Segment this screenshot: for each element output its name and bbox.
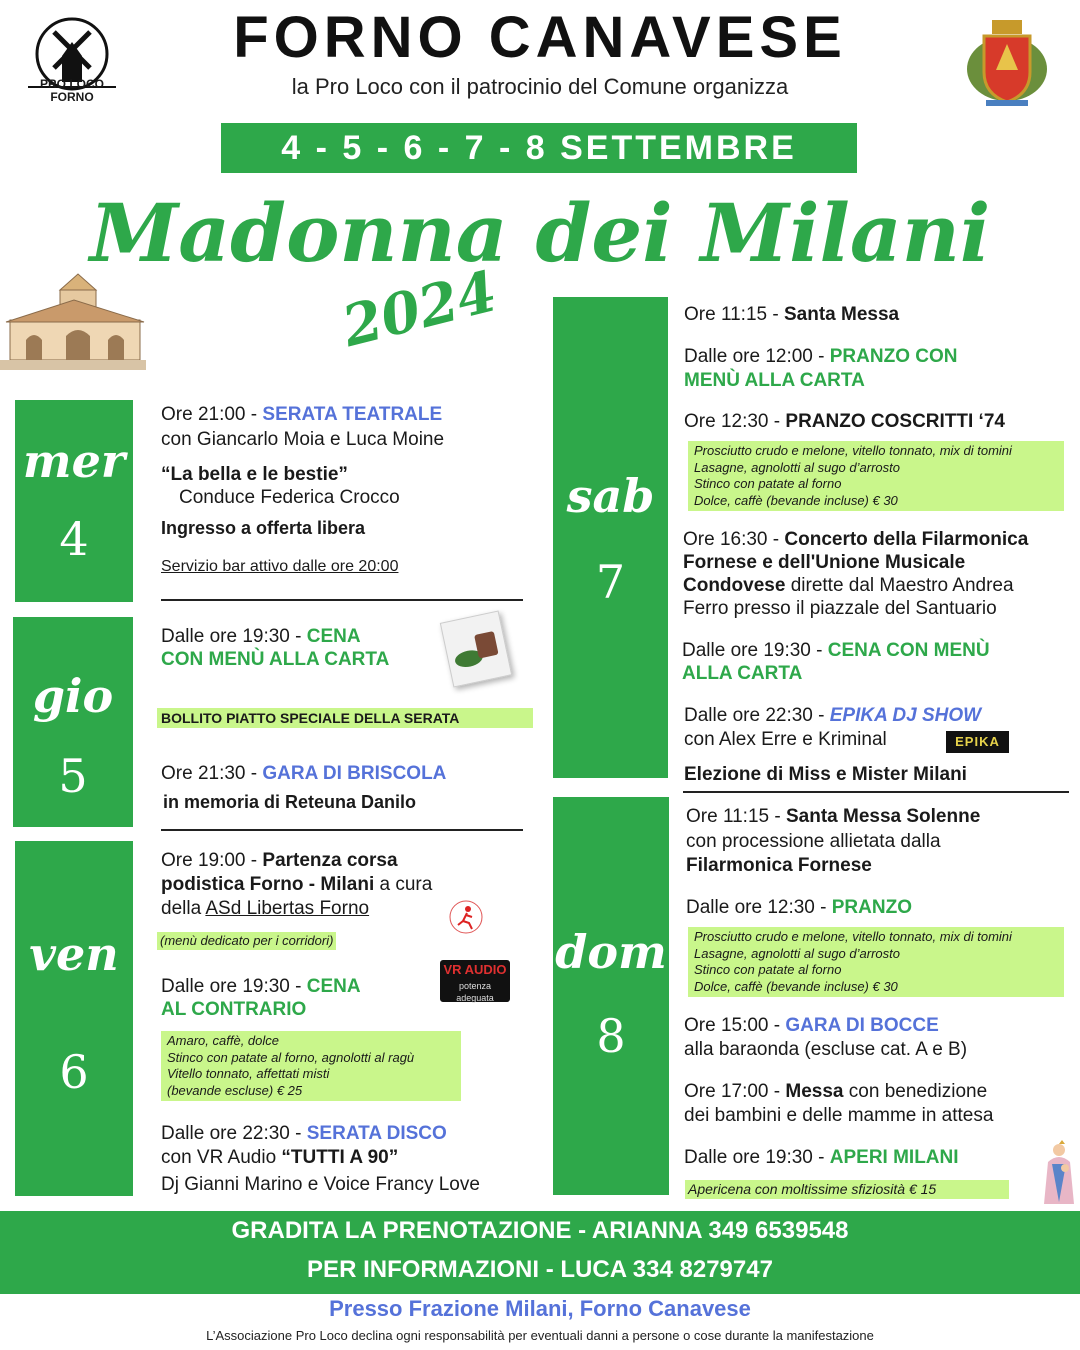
sab-guests: con Alex Erre e Kriminal	[684, 729, 887, 750]
sab-event-1	[684, 303, 899, 326]
cura-label: a cura	[374, 874, 433, 895]
info-line: PER INFORMAZIONI - LUCA 334 8279747	[307, 1256, 773, 1283]
event-title: Santa Messa Solenne	[785, 806, 981, 827]
divider	[161, 599, 523, 601]
time-label: Ore 21:00 -	[161, 404, 263, 425]
event-title: Messa	[785, 1081, 844, 1102]
menu-line: Prosciutto crudo e melone, vitello tonnato, mix di tomini	[694, 929, 1012, 944]
dish-photo	[440, 610, 512, 687]
church-icon	[0, 270, 146, 370]
sanctuary-illustration	[0, 270, 146, 370]
madonna-icon	[1040, 1140, 1078, 1208]
gio-special-dish: BOLLITO PIATTO SPECIALE DELLA SERATA	[157, 708, 533, 728]
sab-event-4-line4: Ferro presso il piazzale del Santuario	[683, 598, 997, 619]
dom-bocce-desc: alla baraonda (escluse cat. A e B)	[684, 1039, 968, 1060]
madonna-statue	[1040, 1140, 1078, 1208]
menu-line: Stinco con patate al forno	[694, 962, 842, 977]
ven-event-3	[161, 1122, 447, 1145]
event-name: Madonna dei Milani	[89, 186, 991, 280]
sab-menu-box	[688, 441, 1064, 511]
gio-event-1-cont: CON MENÙ ALLA CARTA	[161, 649, 390, 670]
time-label: Dalle ore 19:30 -	[682, 640, 828, 661]
ven-vr-audio	[161, 1146, 398, 1169]
sab-miss-election: Elezione di Miss e Mister Milani	[684, 764, 967, 785]
dates-banner: 4 - 5 - 6 - 7 - 8 SETTEMBRE	[221, 123, 857, 173]
mer-event-1	[161, 403, 442, 426]
sab-event-2	[684, 345, 957, 368]
time-label: Ore 15:00 -	[684, 1015, 786, 1036]
event-title: PRANZO	[831, 897, 912, 918]
day-name: mer	[22, 434, 126, 488]
ven-event-1	[161, 849, 398, 872]
time-label: Dalle ore 12:00 -	[684, 346, 830, 367]
sab-event-4-line2: Fornese e dell'Unione Musicale	[683, 552, 966, 573]
time-label: Ore 12:30 -	[684, 411, 786, 432]
mer-entry: Ingresso a offerta libera	[161, 518, 366, 538]
ven-menu-box	[161, 1031, 461, 1101]
sab-event-6	[684, 704, 981, 727]
day-number: 7	[595, 555, 626, 609]
runner-icon	[448, 899, 484, 935]
day-number: 5	[58, 749, 88, 803]
ven-dj: Dj Gianni Marino e Voice Francy Love	[161, 1174, 480, 1195]
event-title: Santa Messa	[783, 304, 900, 325]
day-name: sab	[566, 469, 655, 523]
sab-event-5	[682, 639, 990, 662]
mer-show-title: “La bella e le bestie”	[161, 464, 348, 485]
event-title: APERI MILANI	[829, 1147, 959, 1168]
day-block-ven	[15, 841, 133, 1196]
sab-event-3	[684, 410, 1005, 433]
vr-logo-tagline: potenza adeguata	[456, 981, 494, 1003]
day-number: 4	[59, 512, 89, 566]
day-name: dom	[555, 925, 667, 979]
time-label: Ore 19:00 -	[161, 850, 263, 871]
day-number: 6	[59, 1045, 89, 1099]
reservation-line: GRADITA LA PRENOTAZIONE - ARIANNA 349 6539548	[231, 1217, 849, 1244]
ven-event-2-cont: AL CONTRARIO	[161, 999, 307, 1020]
time-label: Ore 21:30 -	[161, 763, 263, 784]
day-name: gio	[32, 669, 114, 723]
event-title: PRANZO COSCRITTI ‘74	[785, 411, 1005, 432]
sab-event-4-line3	[683, 574, 1014, 597]
day-block-sab	[553, 297, 668, 778]
time-label: Ore 11:15 -	[684, 304, 784, 325]
dom-menu-box	[688, 927, 1064, 997]
day-name: ven	[29, 927, 119, 981]
event-title: Concerto della Filarmonica	[784, 529, 1029, 550]
time-label: Dalle ore 22:30 -	[684, 705, 830, 726]
mer-bar-service: Servizio bar attivo dalle ore 20:00	[161, 558, 399, 575]
dom-event-5	[684, 1146, 959, 1169]
ven-runners-menu: (menù dedicato per i corridori)	[157, 932, 336, 950]
dom-event-4	[684, 1080, 987, 1103]
event-title: EPIKA DJ SHOW	[829, 705, 982, 726]
day-block-dom	[553, 797, 669, 1195]
mer-performers: con Giancarlo Moia e Luca Moine	[161, 429, 445, 450]
logo-text-2: FORNO	[50, 90, 94, 104]
mer-host: Conduce Federica Crocco	[179, 487, 400, 508]
ven-event-2	[161, 975, 361, 998]
event-desc: dirette dal Maestro Andrea	[785, 575, 1014, 596]
event-title: GARA DI BRISCOLA	[262, 763, 447, 784]
event-title: GARA DI BOCCE	[785, 1015, 939, 1036]
menu-line: Stinco con patate al forno	[694, 476, 842, 491]
footer-banner	[0, 1211, 1080, 1294]
sab-event-2-cont: MENÙ ALLA CARTA	[684, 370, 865, 391]
menu-line: Dolce, caffè (bevande incluse) € 30	[694, 978, 898, 994]
menu-line: Lasagne, agnolotti al sugo d’arrosto	[694, 459, 900, 475]
dom-blessing: dei bambini e delle mamme in attesa	[684, 1105, 994, 1126]
tutti-label: “TUTTI A 90”	[281, 1147, 399, 1168]
club-name: ASd Libertas Forno	[205, 898, 370, 919]
menu-line: Vitello tonnato, affettati misti	[167, 1066, 330, 1081]
dom-filarmonica: Filarmonica Fornese	[686, 855, 872, 876]
disclaimer: L’Associazione Pro Loco declina ogni responsabilità per eventuali danni a persone o cose durante la manifestazione	[206, 1328, 874, 1343]
gio-event-1	[161, 625, 361, 648]
dom-procession: con processione allietata dalla	[686, 831, 941, 852]
event-title: CENA	[306, 976, 361, 997]
time-label: Dalle ore 22:30 -	[161, 1123, 307, 1144]
time-label: Ore 16:30 -	[683, 529, 785, 550]
della-label: della	[161, 898, 206, 919]
event-title: PRANZO CON	[829, 346, 958, 367]
runner-logo	[448, 899, 484, 935]
dom-event-1	[686, 805, 980, 828]
sab-event-5-cont: ALLA CARTA	[682, 663, 803, 684]
divider	[683, 791, 1069, 793]
dom-event-2	[686, 896, 912, 919]
event-title: SERATA DISCO	[306, 1123, 447, 1144]
gio-event-2	[161, 762, 446, 785]
logo-text-1: PRO LOCO	[39, 77, 104, 91]
time-label: Ore 11:15 -	[686, 806, 786, 827]
menu-line: Amaro, caffè, dolce	[167, 1033, 279, 1048]
vr-audio-logo	[440, 960, 510, 1002]
dom-event-3	[684, 1014, 939, 1037]
event-title: Partenza corsa	[262, 850, 398, 871]
plate-icon	[441, 612, 511, 687]
gio-memoria: in memoria di Reteuna Danilo	[163, 792, 417, 812]
ven-club	[161, 897, 369, 920]
epika-logo-text: EPIKA	[955, 734, 1000, 749]
subtitle: la Pro Loco con il patrocinio del Comune organizza	[291, 74, 789, 99]
divider	[161, 829, 523, 831]
event-title-cont: podistica Forno - Milani	[161, 874, 375, 895]
time-label: Ore 17:00 -	[684, 1081, 786, 1102]
vr-logo-text: VR AUDIO	[443, 962, 507, 977]
event-desc: con benedizione	[843, 1081, 988, 1102]
event-year: 2024	[336, 258, 504, 361]
event-title-cont: Condovese	[683, 575, 786, 596]
menu-line: Stinco con patate al forno, agnolotti al ragù	[167, 1049, 415, 1065]
menu-line: Prosciutto crudo e melone, vitello tonnato, mix di tomini	[694, 443, 1012, 458]
town-title: FORNO CANAVESE	[233, 5, 847, 70]
time-label: Dalle ore 12:30 -	[686, 897, 832, 918]
day-block-gio	[13, 617, 133, 827]
day-block-mer	[15, 400, 133, 602]
event-title: CENA CON MENÙ	[827, 640, 990, 661]
event-title: SERATA TEATRALE	[262, 404, 443, 425]
day-number: 8	[596, 1009, 626, 1063]
menu-line: Lasagne, agnolotti al sugo d’arrosto	[694, 945, 900, 961]
epika-logo	[946, 731, 1009, 753]
menu-line: (bevande escluse) € 25	[167, 1082, 303, 1098]
vr-label: con VR Audio	[161, 1147, 282, 1168]
ven-event-1-cont	[161, 873, 432, 896]
event-title: CENA	[306, 626, 361, 647]
time-label: Dalle ore 19:30 -	[684, 1147, 830, 1168]
location: Presso Frazione Milani, Forno Canavese	[329, 1296, 751, 1321]
sab-event-4	[683, 528, 1028, 551]
dom-apericena: Apericena con moltissime sfiziosità € 15	[685, 1180, 1009, 1199]
menu-line: Dolce, caffè (bevande incluse) € 30	[694, 492, 898, 508]
time-label: Dalle ore 19:30 -	[161, 976, 307, 997]
time-label: Dalle ore 19:30 -	[161, 626, 307, 647]
